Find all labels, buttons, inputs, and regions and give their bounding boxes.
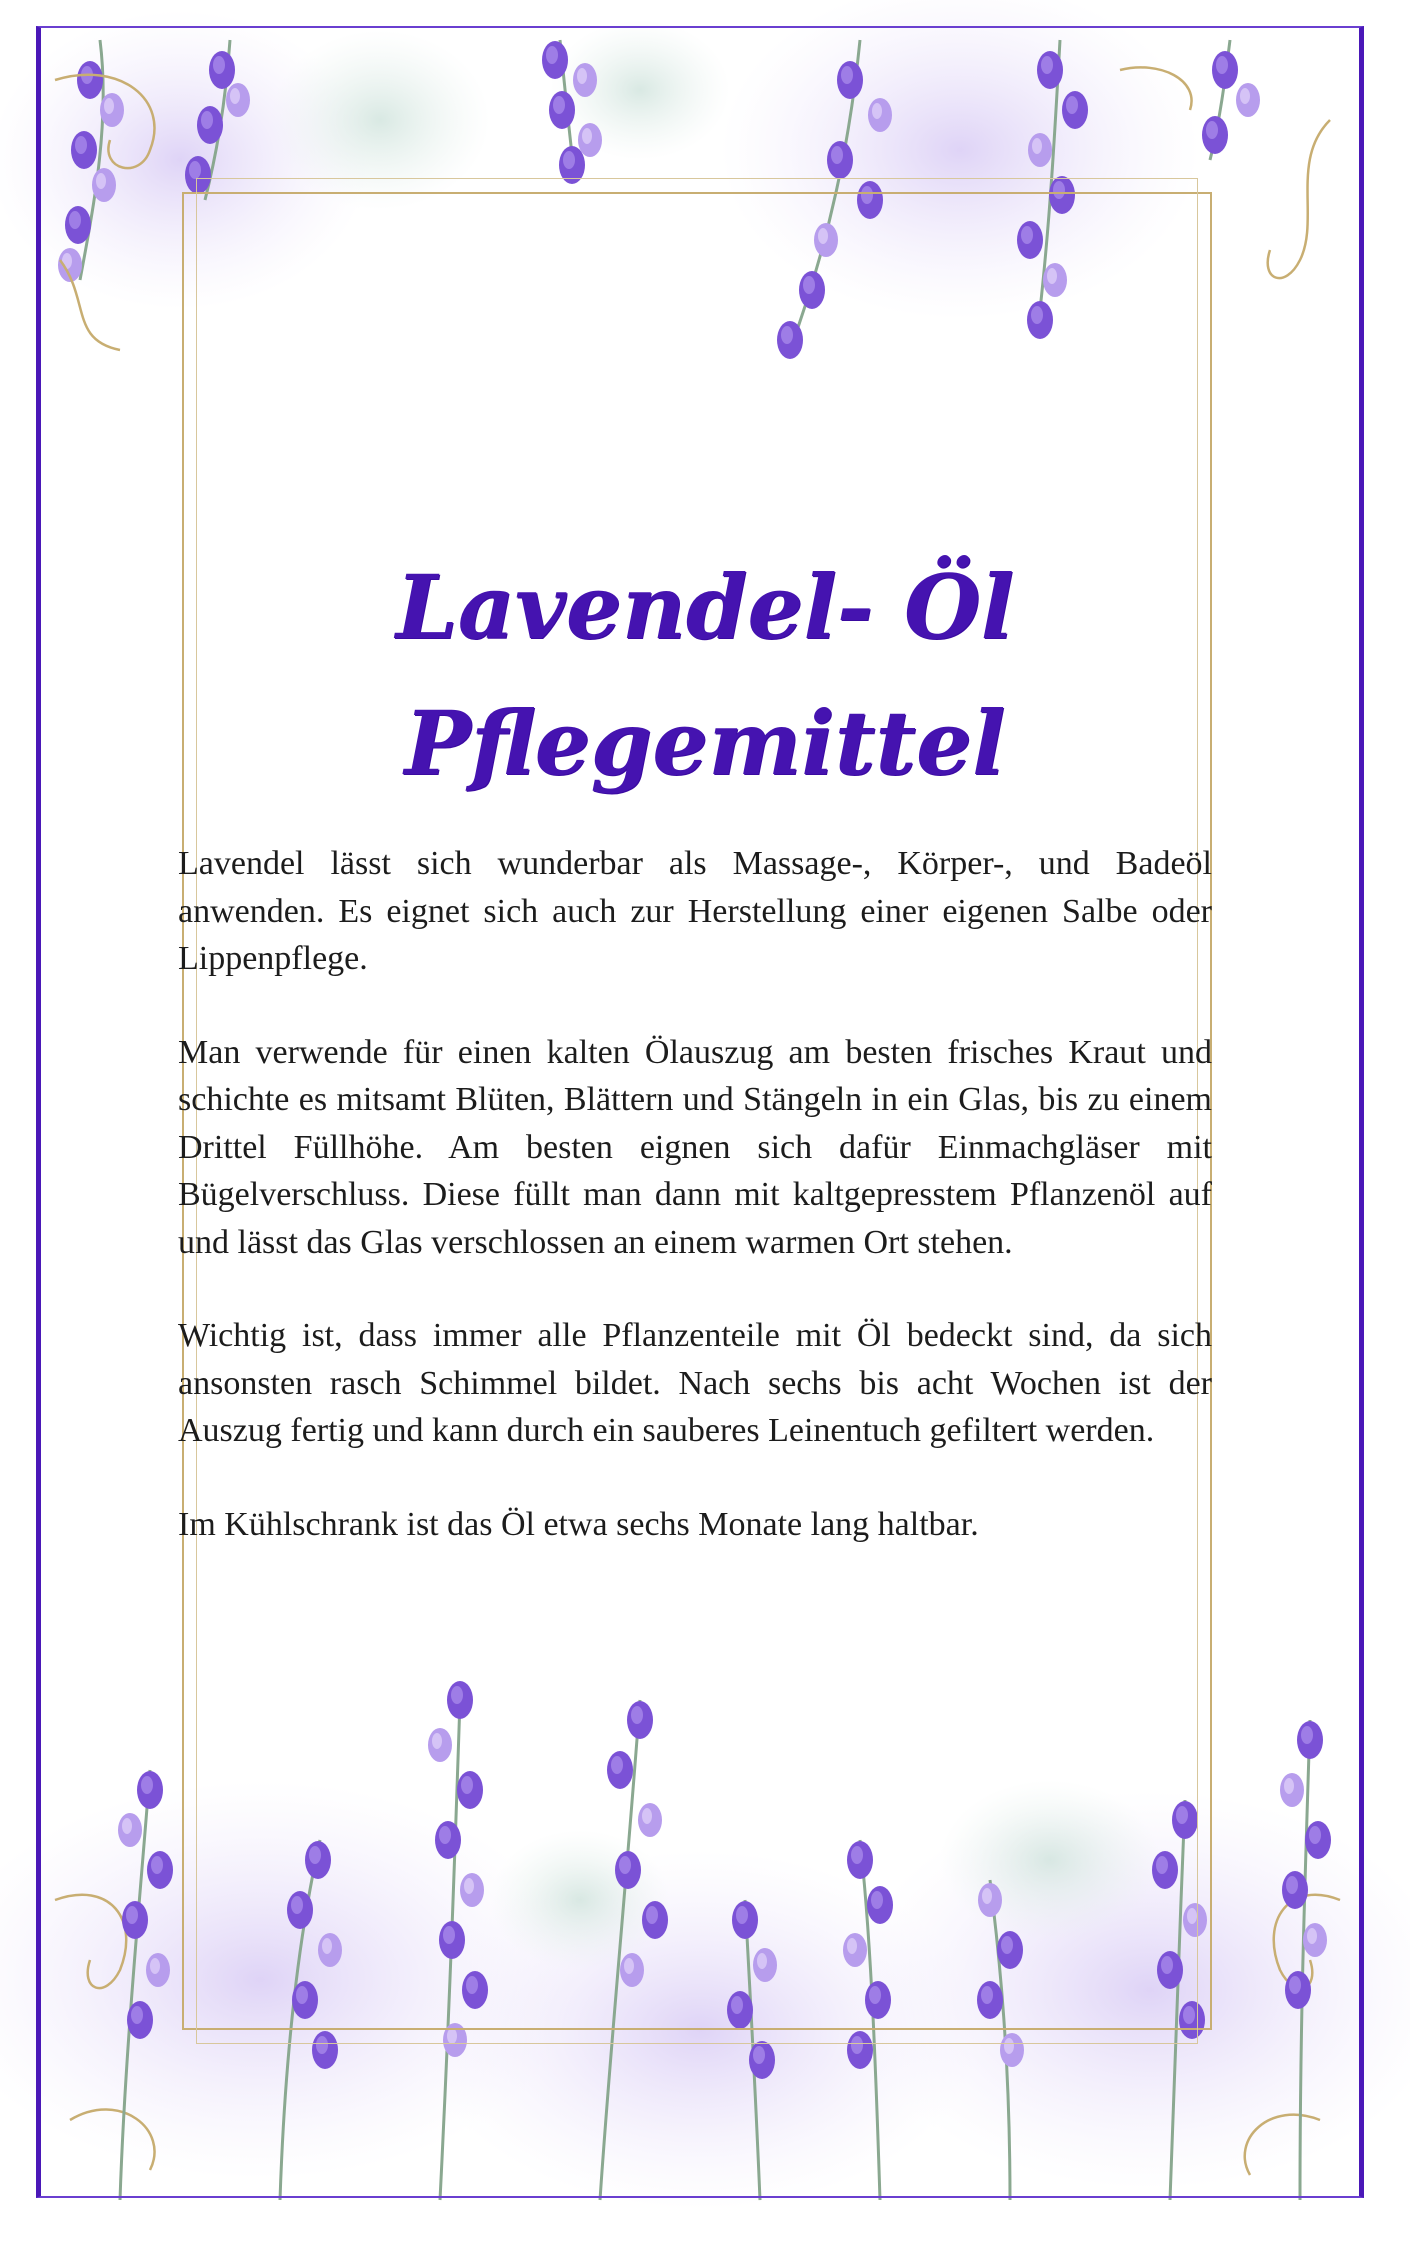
body-text	[178, 840, 1212, 1594]
title-line-1: Lavendel- Öl	[395, 554, 1015, 659]
paragraph-2: Man verwende für einen kalten Ölauszug am besten frisches Kraut und schichte es mitsamt Blüten, Blättern und Stängeln in ein Glas, bis zu einem Drittel Füllhöhe. Am besten eignen sich dafür Einmachgläser mit Bügelverschluss. Diese füllt man dann mit kaltgepresstem Pflanzenöl auf und lässt das Glas verschlossen an einem warmen Ort stehen.	[178, 1033, 1212, 1261]
title-line-2: Pflegemittel	[404, 690, 1006, 795]
paragraph-1: Lavendel lässt sich wunderbar als Massage-, Körper-, und Badeöl anwenden. Es eignet sich auch zur Herstellung einer eigenen Salbe oder Lippenpflege.	[178, 845, 1212, 977]
paragraph-3: Wichtig ist, dass immer alle Pflanzenteile mit Öl bedeckt sind, da sich ansonsten rasch Schimmel bildet. Nach sechs bis acht Wochen ist der Auszug fertig und kann durch ein sauberes Leinentuch gefiltert werden.	[178, 1317, 1212, 1449]
paragraph-4: Im Kühlschrank ist das Öl etwa sechs Monate lang haltbar.	[178, 1505, 979, 1543]
page-title	[200, 539, 1210, 811]
